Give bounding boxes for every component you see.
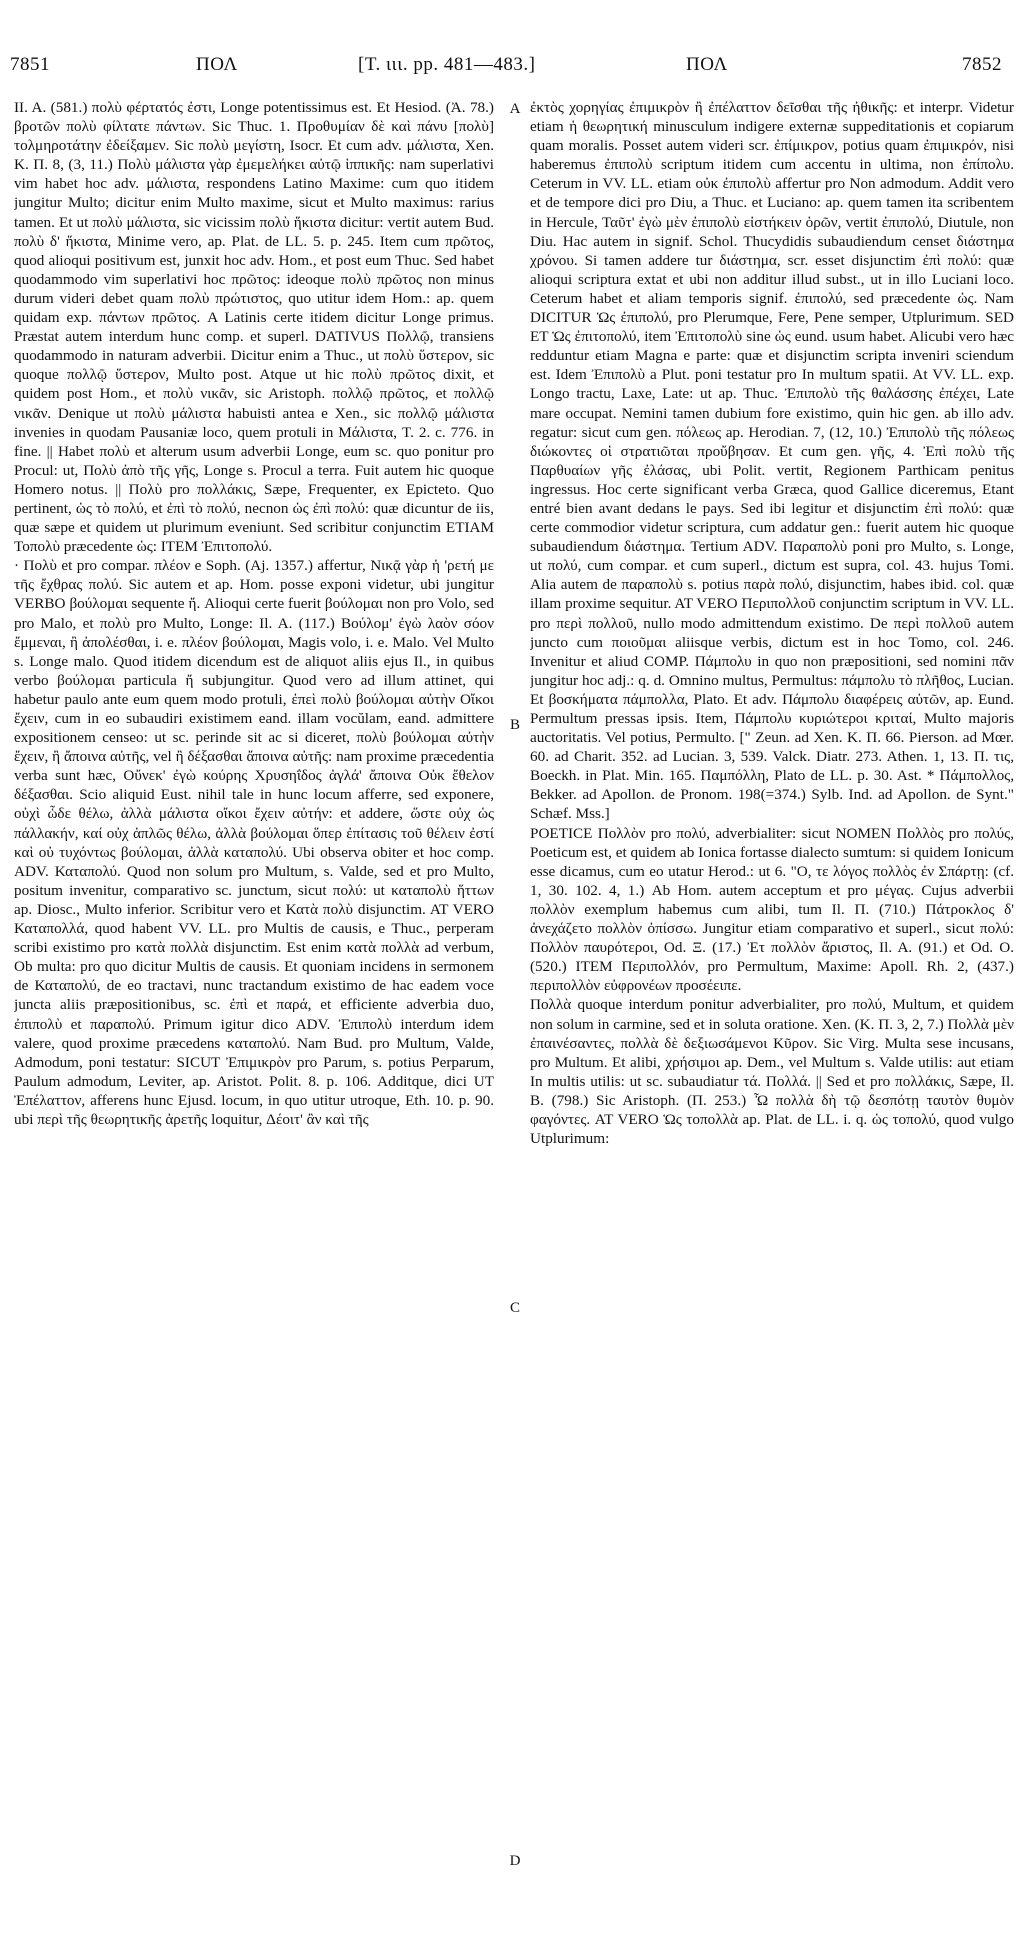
right-running-head: ΠΟΛ [686,54,728,75]
right-column-number: 7852 [962,54,1002,75]
right-paragraph: ἐκτὸς χορηγίας ἐπιμικρὸν ἢ ἐπέλαττον δεῖσθαι τῆς ἠθικῆς: et interpr. Videtur etiam ἡ θεωρητική minusculum indigere externæ suppeditationis et copiarum quam moralis. Posset autem videri scr. ἐπίμικρον, potius quam ἐπιμικρόν, nisi haberemus ἐπιπολὺ scriptum itidem cum accentu in ultima, non ἐπίπολυ. Ceterum in VV. LL. etiam οὐκ ἐπιπολὺ affertur pro Non admodum. Addit vero et de tempore dici pro Diu, a Thuc. et Luciano: ap. quem tamen ita scribentem in Hercule, Ταῦτ' ἐγὼ μὲν ἐπιπολὺ εἰστήκειν ὁρῶν, vertit ἐπιπολύ, Diutule, non Diu. Hac autem in signif. Schol. Thucydidis subaudiendum censet διάστημα χρόνου. Si tamen addere tur διάστημα, scr. esset disjunctim ἐπὶ πολύ: quæ alioqui scriptura extat et ubi non additur illud subst., ut in illo Luciani loco. Ceterum habet et aliam temporis signif. ἐπιπολύ, sed præcedente ὡς. Nam DICITUR Ὡς ἐπιπολύ, pro Plerumque, Fere, Pene semper, Utplurimum. SED ET Ὡς ἐπιτοπολύ, item Ἐπιτοπολὺ sine ὡς eund. usum habet. Alicubi vero hæc redduntur etiam Magna e parte: quæ et disjunctim scripta inveniri sciendum est. Idem Ἐπιπολὺ a Plut. poni testatur pro In multum spatii. At VV. LL. exp. Longo tractu, Laxe, Late: ut ap. Thuc. Ἐπιπολὺ τῆς θαλάσσης ἐπέχει, Late mare occupat. Nemini tamen dubium fore existimo, quin hic gen. ab illo adv. regatur: sicut cum gen. πόλεως ap. Herodian. 7, (12, 10.) Ἐπιπολὺ τῆς πόλεως διώκοντες οἱ στρατιῶται προὔβησαν. Et cum gen. γῆς, 4. Ἐπὶ πολὺ τῆς Παρθυαίων γῆς ἐλάσας, ubi Polit. vertit, Regionem Parthicam penitus ingressus. Hoc certe significant verba Græca, quod Gallice diceremus, Etant entré bien avant dedans le pays. Sed ibi legitur et disjunctim ἐπὶ πολύ: quæ certe commodior videtur scriptura, cum addatur gen.: fuerit autem hic quoque subaudiendum διάστημα. Tertium ADV. Παραπολὺ poni pro Multo, s. Longe, ut πολύ, cum compar. et cum superl., dictum est supra, col. 43. hujus Tomi. Alia autem de παραπολὺ s. potius παρὰ πολύ, disjunctim, habes ibid. col. quæ illam proxime sequitur. AT VERO Περιπολλοῦ conjunctim scriptum in VV. LL. pro περὶ πολλοῦ, nullo modo admittendum existimo. De περὶ πολλοῦ autem juncto cum ποιοῦμαι aliisque verbis, dictum est in hoc Tomo, col. 246. Invenitur et aliud COMP. Πάμπολυ in quo non præpositioni, sed nomini πᾶν jungitur hoc adj.: q. d. Omnino multus, Permultus: πάμπολυ τὸ πλῆθος, Lucian. Et βοσκήματα πάμπολλα, Plato. Et adv. Πάμπολυ διαφέρεις αὐτῶν, ap. Eund. Permultum pressas ipsis. Item, Πάμπολυ κυριώτεροι κριταί, Multo majoris auctoritatis. Vel potius, Permulto. [" Zeun. ad Xen. K. Π. 66. Pierson. ad Mœr. 60. ad Charit. 352. ad Lucian. 3, 539. Valck. Diatr. 273. Athen. 1, 13. Π. τις, Boeckh. in Plat. Min. 165. Παμπόλλη, Plato de LL. p. 30. Ast. * Πάμπολλος, Bekker. ad Apollon. de Pronom. 198(=374.) Sylb. Ind. ad Apollon. de Synt." Schæf. Mss.] [530,99,1014,823]
volume-page-reference: [Τ. ιιι. pp. 481—483.] [358,54,536,75]
right-column [530,98,1014,1928]
section-marker-b: B [509,717,520,733]
right-paragraph: POETICE Πολλὸν pro πολύ, adverbialiter: sicut NOMEN Πολλὸς pro πολύς, Poeticum est, et quidem ab Ionica fortasse dialecto sumtum: si quidem Ionicum esse dicamus, cum eo utatur Herod.: ut 6. "Ο, τε λόγος πολλὸς ἐν Σπάρτῃ: (cf. 1, 30. 102. 4, 1.) Ab Hom. autem acceptum et pro μέγας. Cujus adverbii πολλὸν exemplum habemus cum alibi, tum Il. Π. (710.) Πάτροκλος δ' ἀνεχάζετο πολλὸν ὀπίσσω. Jungitur etiam comparativo et superl., sicut πολύ: Πολλὸν παυρότεροι, Od. Ξ. (17.) Ἐτ πολλὸν ἄριστος, Il. A. (91.) et Od. O. (520.) ITEM Περιπολλόν, pro Permultum, Maxime: Apoll. Rh. 2, (437.) περιπολλὸν εὐφρονέων προσέειπε. [530,824,1014,995]
section-marker-c: C [509,1300,520,1316]
left-column-number: 7851 [10,54,50,75]
left-paragraph: · Πολὺ et pro compar. πλέον e Soph. (Aj. 1357.) affertur, Νικᾷ γὰρ ἡ 'ρετή με τῆς ἔχθρας πολύ. Sic autem et ap. Hom. posse exponi videtur, ubi jungitur VERBO βούλομαι sequente ἤ. Alioqui certe fuerit βούλομαι non pro Volo, sed pro Malo, et πολὺ pro Multo, Longe: Il. A. (117.) Βούλομ' ἐγὼ λαὸν σόον ἔμμεναι, ἢ ἀπολέσθαι, i. e. πλέον βούλομαι, Magis volo, i. e. Malo. Vel Multo s. Longe malo. Quod itidem dicendum est de aliquot aliis ejus Il., in quibus verbo βούλομαι particula ἤ subjungitur. Quod vero ad illum attinet, qui habetur paulo ante eum quem modo protuli, ἐπεὶ πολὺ βούλομαι αὐτὴν Οἴκοι ἔχειν, cum in eo subaudiri existimem eand. illam vocŭlam, eand. admittere expositionem censeo: ut sc. perinde sit ac si diceret, πολὺ βούλομαι αὐτὴν ἔχειν, ἢ ἄποινα αὐτῆς, vel ἢ δέξασθαι ἄποινα αὐτῆς: nam proxime præcedentia verba sunt hæc, Οὔνεκ' ἐγὼ κούρης Χρυσηΐδος ἀγλά' ἄποινα Οὐκ ἔθελον δέξασθαι. Scio aliquid Eust. nihil tale in hunc locum afferre, sed exponere, οὐχὶ ὧδε θέλω, ἀλλὰ μάλιστα οἴκοι ἔχειν αὐτήν: et addere, ὥστε οὐχ ὡς πάλλακήν, καί οὐχ ἁπλῶς θέλω, ἀλλὰ βούλομαι ὅπερ ἐπίτασις τοῦ θέλειν ἐστί καὶ οὐ τυχόντως βούλομαι, ἀλλὰ καταπολύ. Ubi observa obiter et hoc comp. ADV. Καταπολύ. Quod non solum pro Multum, s. Valde, sed et pro Multo, positum invenitur, comparativo sc. junctum, sicut πολύ: ut καταπολὺ ἥττων ap. Diosc., Multo inferior. Scribitur vero et Κατὰ πολὺ disjunctim. AT VERO Καταπολλά, quod habent VV. LL. pro Multis de causis, e Thuc., perperam scribi existimo pro κατὰ πολλὰ disjunctim. Est enim κατὰ πολλὰ ad verbum, Ob multa: pro quo dicitur Multis de causis. Et quoniam incidens in sermonem de Καταπολύ, de eo tractavi, nunc tractandum existimo de hac eadem voce juncta aliis præpositionibus, sc. ἐπὶ et παρά, et efficiente adverbia duo, ἐπιπολὺ et παραπολύ. Primum igitur dico ADV. Ἐπιπολὺ interdum idem valere, quod proxime præcedens καταπολύ. Nam Bud. pro Multum, Valde, Admodum, poni testatur: SICUT Ἐπιμικρὸν pro Parum, s. potius Perparum, Paulum admodum, Leviter, ap. Aristot. Polit. 8. p. 106. Additque, dici UT Ἐπέλαττον, afferens hunc Ejusd. locum, in quo utitur utroque, Eth. 10. p. 90. ubi περὶ τῆς θεωρητικῆς ἀρετῆς loquitur, Δέοιτ' ἂν καὶ τῆς [14,557,494,1128]
right-paragraph: Πολλὰ quoque interdum ponitur adverbialiter, pro πολύ, Multum, et quidem non solum in carmine, sed et in soluta oratione. Xen. (K. Π. 3, 2, 7.) Πολλὰ μὲν ἐπαινέσαντες, πολλὰ δὲ δεξιωσάμενοι Κῦρον. Sic Virg. Multa sese incusans, pro Multum. Et alibi, χρήσιμοι ap. Dem., vel Multum s. Valde utilis: aut etiam In multis utilis: ut sc. subaudiatur τά. Πολλά. || Sed et pro πολλάκις, Sæpe, Il. B. (798.) Sic Aristoph. (Π. 253.) Ὦ πολλὰ δὴ τῷ δεσπότῃ ταυτὸν θυμὸν φαγόντες. AT VERO Ὡς τοπολλὰ ap. Plat. de LL. i. q. ὡς τοπολύ, quod vulgo Utplurimum: [530,996,1014,1148]
page-header [0,0,1024,92]
left-column [14,98,494,1928]
section-marker-a: A [509,101,521,117]
left-running-head: ΠΟΛ [196,54,238,75]
left-paragraph: II. A. (581.) πολὺ φέρτατός ἐστι, Longe potentissimus est. Et Hesiod. (Ἀ. 78.) βροτῶν πολὺ φίλτατε πάντων. Sic Thuc. 1. Προθυμίαν δὲ καὶ πάνυ [πολὺ] τολμηροτάτην ἐδείξαμεν. Sic πολὺ μεγίστη, Isocr. Et cum adv. μάλιστα, Xen. K. Π. 8, (3, 11.) Πολὺ μάλιστα γὰρ ἐμεμελήκει αὐτῷ ἱππικῆς: nam superlativi vim habet hoc adv. μάλιστα, respondens Latino Maxime: cum quo itidem jungitur Multo; dicitur enim Multo maxime, sicut et Multo maximus: rarius tamen. Et ut πολὺ μάλιστα, sic vicissim πολὺ ἥκιστα dicitur: vertit autem Bud. πολὺ δ' ἥκιστα, Minime vero, ap. Plat. de LL. 5. p. 245. Item cum πρῶτος, quod alioqui positivum est, junxit hoc adv. Hom., et post eum Thuc. Sed habet quodammodo vim superlativi hoc πρῶτος: ideoque πολὺ πρῶτος non minus durum videri debet quam πολὺ πρώτιστος, quo utitur idem Hom.: ap. quem quidam exp. πάντων πρῶτος. A Latinis certe itidem dicitur Longe primus. Præstat autem interdum hunc comp. et superl. DATIVUS Πολλῷ, transiens quodammodo in naturam adverbii. Dicitur enim a Thuc., ut πολὺ ὕστερον, sic quoque πολλῷ ὕστερον, Multo post. Atque ut hic πολὺ πρῶτος dixit, et quidem post Hom., et πολὺ νικᾶν, sic Aristoph. πολλῷ πρῶτος, et πολλῷ νικᾶν. Denique ut πολὺ μάλιστα habuisti antea e Xen., sic πολλῷ μάλιστα invenies in quodam Pausaniæ loco, quem protuli in Μάλιστα, T. 2. c. 776. in fine. || Habet πολὺ et alterum usum adverbii Longe, eum sc. quo ponitur pro Procul: ut, Πολὺ ἀπὸ τῆς γῆς, Longe s. Procul a terra. Fuit autem hic quoque Homero notus. || Πολὺ pro πολλάκις, Sæpe, Frequenter, ex Epicteto. Quo pertinent, ὡς τὸ πολύ, et ἐπὶ τὸ πολύ, necnon ὡς ἐπὶ πολύ: quæ dicuntur de iis, quæ sæpe et quidem ut plurimum eveniunt. Sed scribitur conjunctim ETIAM Τοπολὺ præcedente ὡς: ITEM Ἐπιτοπολύ. [14,99,494,556]
section-marker-d: D [509,1853,521,1869]
